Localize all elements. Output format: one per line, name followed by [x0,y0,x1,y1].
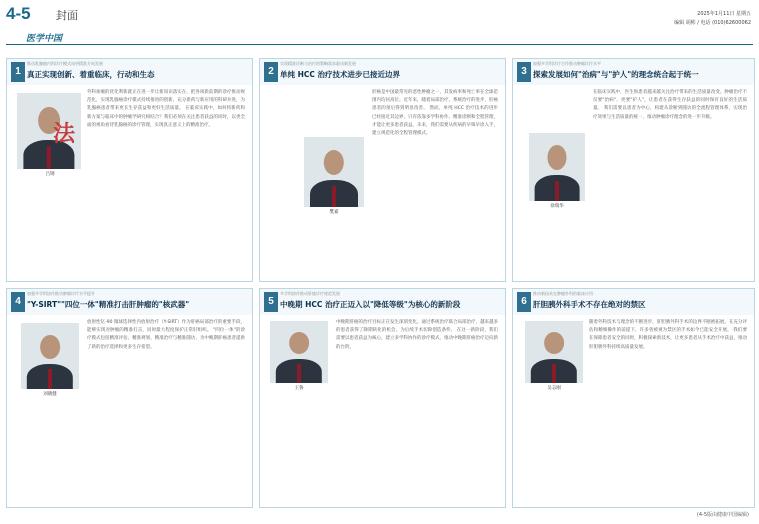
article-title: "Y-SIRT""四位一体"精准打击肝肿瘤的"核武器" [27,300,190,309]
section-name: 封面 [56,9,78,22]
author-photo [270,321,328,383]
author-photo [21,323,79,389]
author-photo [529,133,585,201]
article-body: 放射性钇-90 微球选择性内放射治疗（Y-SIRT）作为肝癌局部治疗的重要手段，能够实现对肿瘤的精准打击，同时最大程度保护正常肝组织。 "四位一体"的诊疗模式包括精准评估、精准规划、精准治疗与精准随访，为中晚期肝癌患者提供了新的治疗选择和更多生存希望。 [87,320,245,350]
article-tagline: 推动新技术在肿瘤外科的临床应用 [533,291,593,296]
author-name: 吕钢 [45,172,55,177]
article-body: 外科加瘤的优化利新就正在进一步让新知识落实在，把各项新前期的诊疗推动规范化，实现乳腺癌诊疗模式持续推进的创新、充分新药与新应用的科研并进，为乳腺癌患者带来更长生存获益和更好生活质量。 在临床实践中，如何将新药和新方案与临床中的肿瘤学研究相结合？我们必须在关注患者获益的同时，以更全面的视角看待乳腺癌的诊疗管理，实现真正意义上的精准治疗。 [87,90,245,128]
author-name: 徐瑞华 [550,204,564,209]
page-header [0,0,759,44]
article-title: 真正实现创新、着重临床，行动和生态 [27,70,155,79]
article-title: 探索发展如何"治病"与"护人"的理念统合起于统一 [533,70,699,79]
article-header [513,59,754,85]
page-footer: (4-5版由健康中国编辑) [696,512,749,518]
author-photo [17,93,81,169]
article-number: 6 [517,292,531,312]
header-rule [6,44,753,45]
article-tagline: 多学科协作推动肝癌诊疗规范发展 [280,291,340,296]
article-title: 单纯 HCC 治疗技术进步已接近边界 [280,70,401,79]
article-number: 4 [11,292,25,312]
article-header [260,289,505,315]
editor-line: 编辑 胡彬 / 电话 (010)62600062 [674,20,751,26]
author-photo [525,321,583,383]
article-panel-5 [259,288,506,508]
article-panel-6 [512,288,755,508]
article-title: 肝胆胰外科手术不存在绝对的禁区 [533,300,646,309]
article-header [7,59,252,85]
article-body: 中晚期肝癌的治疗目标正在发生深刻变化。通过系统治疗联合局部治疗，越来越多的患者获得了降期转化的机会，为后续手术切除创造条件。 在这一新阶段，我们需要以患者获益为核心，建立多学科协作的诊疗模式，推动中晚期肝癌治疗迈向新的台阶。 [336,320,498,350]
article-number: 5 [264,292,278,312]
article-header [513,289,754,315]
author-name: 刘晓健 [43,392,57,397]
issue-date: 2025年1月11日 星期五 [697,11,751,17]
article-body: 肝癌是中国最常见的恶性肿瘤之一，其发病率和死亡率在全球范围内均居高位。近年来，随着局部治疗、系统治疗的进步，肝癌患者的预后得到明显改善。 然而，单纯 HCC 治疗技术的进步已经接近其边界，只有依靠多学科协作、精准诊断和全程管理，才能让更多患者获益。未来，我们需要从疾病的早筛早诊入手，建立规范化的全程管理模式。 [372,90,498,137]
article-tagline: 加强多学科协作推动肿瘤诊疗水平提升 [27,291,95,296]
article-body: 在临床实践中，医生和患者越来越关注治疗带来的生活质量改变。肿瘤治疗不仅要"治病"，更要"护人"，让患者在获得生存获益的同时保有良好的生活质量。 我们需要以患者为中心，构建从诊断到随访的全流程管理体系，实现治疗效果与生活质量的统一，推动肿瘤诊疗理念的进一步升级。 [593,90,747,120]
article-panel-2 [259,58,506,282]
date-line [674,10,751,28]
author-name: 王鲁 [294,386,304,391]
masthead-logo: 医学中国 [26,34,63,44]
article-header [7,289,252,315]
hospital-logo-icon: 法 [53,121,76,147]
article-tagline: 推动乳腺癌内科诊疗模式向更精准方向发展 [27,61,103,66]
article-tagline: 实现精准诊断与治疗的策略需求驱动新发展 [280,61,356,66]
article-number: 1 [11,62,25,82]
section-number: 4-5 [6,4,31,23]
article-panel-4 [6,288,253,508]
author-photo [304,137,364,207]
masthead [26,26,106,44]
article-panel-1 [6,58,253,282]
article-tagline: 加强多学科诊疗合作推动肿瘤诊疗水平 [533,61,601,66]
article-header [260,59,505,85]
article-body: 随着外科技术与理念的不断进步，肝胆胰外科手术的边界不断被拓展。在充分评估和精细操作的前提下，许多曾被视为禁区的手术如今已能安全开展。 我们要在保障患者安全的同时，积极探索新技术，让更多患者从手术治疗中获益，推动肝胆胰外科持续高质量发展。 [589,320,747,350]
author-name: 吴志刚 [547,386,561,391]
article-number: 2 [264,62,278,82]
article-title: 中晚期 HCC 治疗正迈入以"降低等级"为核心的新阶段 [280,300,461,309]
author-name: 樊嘉 [329,210,339,215]
article-number: 3 [517,62,531,82]
article-panel-3 [512,58,755,282]
